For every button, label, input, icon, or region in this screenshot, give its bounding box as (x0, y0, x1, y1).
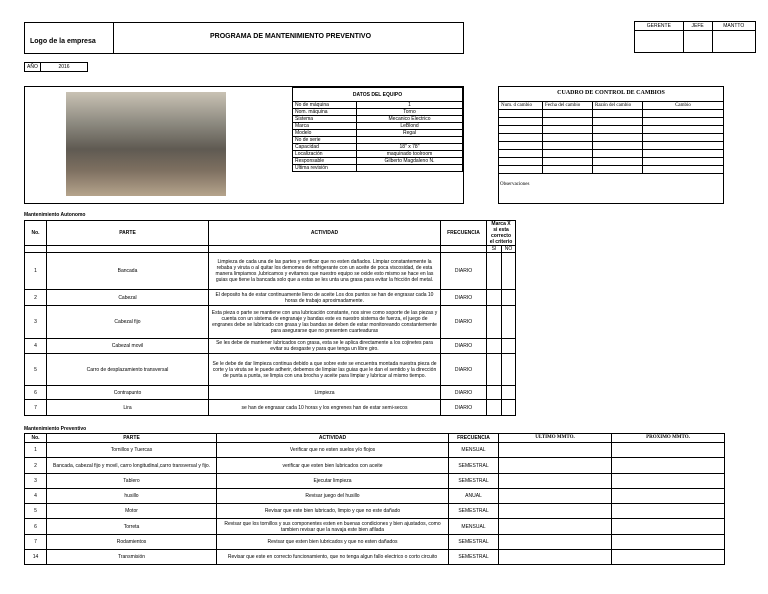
next-maintenance-cell[interactable] (612, 489, 725, 504)
changes-cell[interactable] (499, 166, 543, 174)
changes-header-num: Num. d cambio (499, 102, 543, 110)
table-row-number: 4 (25, 339, 47, 354)
changes-cell[interactable] (593, 134, 643, 142)
table-row-number: 2 (25, 458, 47, 474)
changes-cell[interactable] (593, 110, 643, 118)
table-row-frequency: SEMESTRAL (449, 504, 499, 519)
preventive-header-next: PROXIMO MMTO. (612, 434, 725, 443)
equipment-value: 1 (357, 102, 463, 109)
checkbox-no[interactable] (502, 253, 516, 290)
changes-title: CUADRO DE CONTROL DE CAMBIOS (557, 90, 665, 96)
checkbox-yes[interactable] (487, 386, 502, 400)
table-row-frequency: DIARIO (441, 386, 487, 400)
table-row-activity: Revisar que este en correcto funcionamiento, que no tenga algun fallo electrico o corto circuito (217, 550, 449, 565)
year-label: AÑO (25, 63, 41, 72)
signature-cell[interactable] (683, 31, 712, 53)
table-row-activity: Revisar juego del husillo (217, 489, 449, 504)
autonomous-header-yes: SI (487, 246, 502, 253)
changes-cell[interactable] (543, 150, 593, 158)
checkbox-yes[interactable] (487, 253, 502, 290)
table-row-part: Motor (47, 504, 217, 519)
changes-cell[interactable] (499, 118, 543, 126)
equipment-label: Nom. máquina (293, 109, 357, 116)
table-row-frequency: ANUAL (449, 489, 499, 504)
changes-cell[interactable] (643, 126, 724, 134)
table-row-frequency: MENSUAL (449, 443, 499, 458)
signature-cell[interactable] (635, 31, 684, 53)
equipment-value: maquinado toolroom (357, 151, 463, 158)
checkbox-yes[interactable] (487, 400, 502, 416)
changes-cell[interactable] (499, 134, 543, 142)
checkbox-yes[interactable] (487, 306, 502, 339)
year-table (24, 62, 88, 72)
equipment-label: Ultima revisión (293, 165, 357, 172)
checkbox-no[interactable] (502, 306, 516, 339)
next-maintenance-cell[interactable] (612, 443, 725, 458)
changes-cell[interactable] (499, 150, 543, 158)
table-row-frequency: SEMESTRAL (449, 535, 499, 550)
equipment-label: Localización (293, 151, 357, 158)
table-row-frequency: MENSUAL (449, 519, 499, 535)
table-row-number: 3 (25, 474, 47, 489)
signature-cell[interactable] (712, 31, 756, 53)
changes-cell[interactable] (543, 126, 593, 134)
checkbox-no[interactable] (502, 339, 516, 354)
last-maintenance-cell[interactable] (499, 519, 612, 535)
table-row-activity: se han de engrasar cada 10 horas y los engrenes han de estar semi-secos (209, 400, 441, 416)
table-row-number: 2 (25, 290, 47, 306)
autonomous-section-title: Mantenimiento Autonomo (24, 212, 86, 218)
checkbox-yes[interactable] (487, 354, 502, 386)
changes-cell[interactable] (593, 158, 643, 166)
table-row-part: Lira (47, 400, 209, 416)
table-row-activity: El deposito ha de estar continuamente lleno de aceite Los dos puntos se han de engrasar cada 10 horas de trabajo aproximadamente. (209, 290, 441, 306)
next-maintenance-cell[interactable] (612, 519, 725, 535)
table-row-activity: Limpieza (209, 386, 441, 400)
preventive-header-part: PARTE (47, 434, 217, 443)
checkbox-no[interactable] (502, 354, 516, 386)
program-title: PROGRAMA DE MANTENIMIENTO PREVENTIVO (210, 33, 372, 40)
last-maintenance-cell[interactable] (499, 474, 612, 489)
last-maintenance-cell[interactable] (499, 504, 612, 519)
preventive-header-no: No. (25, 434, 47, 443)
logo-label: Logo de la empresa (30, 38, 96, 45)
changes-cell[interactable] (643, 118, 724, 126)
autonomous-header-part: PARTE (47, 221, 209, 246)
equipment-value: LeBlond (357, 123, 463, 130)
changes-cell[interactable] (543, 134, 593, 142)
table-row-frequency: SEMESTRAL (449, 474, 499, 489)
autonomous-header-no-col: NO (502, 246, 516, 253)
table-row-activity: Se les debe de mantener lubricados con grasa, esta se le aplica directamente a los cojinetes para evitar su desgaste y para que tenga un libre giro. (209, 339, 441, 354)
equipment-value: Regal (357, 130, 463, 137)
table-row-frequency: DIARIO (441, 400, 487, 416)
changes-table (498, 101, 724, 174)
machine-photo (66, 92, 226, 196)
table-row-number: 5 (25, 354, 47, 386)
equipment-title: DATOS DEL EQUIPO (293, 88, 463, 102)
signature-jefe: JEFE (683, 22, 712, 31)
last-maintenance-cell[interactable] (499, 443, 612, 458)
changes-cell[interactable] (499, 110, 543, 118)
table-row-activity: Limpieza de cada una de las partes y verificar que no esten dañados. Limpiar constantemente la rebaba y viruta o al quitar los demomes de refrigerante con un aceite de poca viscosidad, de esta manera limpiamos ,lubricamos y evitamos que nuestro equipo se oxide esto mismo se hace en las guias que tiene la bancada solo que a estas se les unta una grasa para evitar la fricción del metal. (209, 253, 441, 290)
last-maintenance-cell[interactable] (499, 535, 612, 550)
changes-cell[interactable] (499, 126, 543, 134)
preventive-header-last: ULTIMO MMTO. (499, 434, 612, 443)
next-maintenance-cell[interactable] (612, 474, 725, 489)
last-maintenance-cell[interactable] (499, 550, 612, 565)
changes-header-reason: Razón del cambio (593, 102, 643, 110)
table-row-number: 5 (25, 504, 47, 519)
equipment-value (357, 137, 463, 144)
changes-cell[interactable] (499, 142, 543, 150)
changes-cell[interactable] (643, 134, 724, 142)
table-row-number: 3 (25, 306, 47, 339)
changes-header-change: Cambio (643, 102, 724, 110)
next-maintenance-cell[interactable] (612, 504, 725, 519)
equipment-label: Sistema (293, 116, 357, 123)
changes-cell[interactable] (643, 166, 724, 174)
next-maintenance-cell[interactable] (612, 550, 725, 565)
changes-cell[interactable] (593, 118, 643, 126)
checkbox-no[interactable] (502, 290, 516, 306)
equipment-label: No de serie (293, 137, 357, 144)
changes-cell[interactable] (543, 142, 593, 150)
table-row-number: 4 (25, 489, 47, 504)
table-row-number: 1 (25, 443, 47, 458)
equipment-value: 18" x 78" (357, 144, 463, 151)
checkbox-no[interactable] (502, 386, 516, 400)
checkbox-yes[interactable] (487, 339, 502, 354)
checkbox-no[interactable] (502, 400, 516, 416)
equipment-value: Mecanico Electrico (357, 116, 463, 123)
changes-cell[interactable] (543, 118, 593, 126)
signature-mantto: MANTTO (712, 22, 756, 31)
changes-cell[interactable] (593, 142, 643, 150)
table-row-frequency: DIARIO (441, 339, 487, 354)
changes-cell[interactable] (593, 150, 643, 158)
table-row-activity: Revisar que este bien lubricado, limpio y que no este dañado (217, 504, 449, 519)
table-row-part: Bancada (47, 253, 209, 290)
preventive-header-activity: ACTIVIDAD (217, 434, 449, 443)
last-maintenance-cell[interactable] (499, 458, 612, 474)
preventive-table (24, 433, 725, 565)
table-row-number: 6 (25, 386, 47, 400)
table-row-number: 6 (25, 519, 47, 535)
next-maintenance-cell[interactable] (612, 458, 725, 474)
table-row-number: 1 (25, 253, 47, 290)
autonomous-header-no: No. (25, 221, 47, 246)
changes-cell[interactable] (593, 166, 643, 174)
table-row-frequency: DIARIO (441, 354, 487, 386)
table-row-number: 14 (25, 550, 47, 565)
last-maintenance-cell[interactable] (499, 489, 612, 504)
autonomous-header-frequency: FRECUENCIA (441, 221, 487, 246)
table-row-part: Tornillos y Tuercas (47, 443, 217, 458)
table-row-activity: Revisar que los tornillos y sus componentes esten en buenas condiciones y bien ajustados, como tambien revisar que la navaja este bien afilada (217, 519, 449, 535)
changes-header-date: Fecha del cambio (543, 102, 593, 110)
table-row-frequency: SEMESTRAL (449, 458, 499, 474)
changes-cell[interactable] (593, 126, 643, 134)
table-row-activity: Revisar que esten bien lubricados y que no esten dañados (217, 535, 449, 550)
equipment-value (357, 165, 463, 172)
autonomous-header-activity: ACTIVIDAD (209, 221, 441, 246)
table-row-activity: Se le debe de dar limpieza continua debido a que sobre este se encuentra montada nuestra pieza de corte y la viruta se le puede adherir, debemos de limpiar las guias que le dan el sentido y la dirección de punta a punta, se limpia con una brocha y aceite para limpiar y lubricar al mismo tiempo. (209, 354, 441, 386)
table-row-part: Tablero (47, 474, 217, 489)
changes-cell[interactable] (643, 110, 724, 118)
table-row-part: Contrapunto (47, 386, 209, 400)
table-row-frequency: DIARIO (441, 306, 487, 339)
table-row-part: Torreta (47, 519, 217, 535)
table-row-part: Bancada, cabezal fijo y movil, carro longitudinal,carro transversal y fijo. (47, 458, 217, 474)
equipment-label: Marca (293, 123, 357, 130)
changes-cell[interactable] (643, 158, 724, 166)
table-row-part: Cabezal movil (47, 339, 209, 354)
table-row-part: Cabezal (47, 290, 209, 306)
equipment-label: No de máquina (293, 102, 357, 109)
equipment-value: Torno (357, 109, 463, 116)
changes-cell[interactable] (543, 166, 593, 174)
table-row-activity: Verificar que no esten suelos y/o flojos (217, 443, 449, 458)
changes-cell[interactable] (643, 150, 724, 158)
table-row-part: Carro de desplazamiento transversal (47, 354, 209, 386)
table-row-part: Cabezal fijo (47, 306, 209, 339)
checkbox-yes[interactable] (487, 290, 502, 306)
autonomous-table (24, 220, 516, 416)
table-row-number: 7 (25, 535, 47, 550)
autonomous-header-criteria: Marca X si esta correcto el criterio (487, 221, 516, 246)
equipment-label: Capacidad (293, 144, 357, 151)
next-maintenance-cell[interactable] (612, 535, 725, 550)
preventive-header-frequency: FRECUENCIA (449, 434, 499, 443)
changes-cell[interactable] (499, 158, 543, 166)
table-row-number: 7 (25, 400, 47, 416)
equipment-label: Modelo (293, 130, 357, 137)
equipment-table (292, 87, 463, 172)
year-value[interactable]: 2016 (41, 63, 88, 72)
table-row-frequency: DIARIO (441, 253, 487, 290)
signature-gerente: GERENTE (635, 22, 684, 31)
signature-table (634, 21, 756, 53)
changes-cell[interactable] (643, 142, 724, 150)
preventive-section-title: Mantenimiento Preventivo (24, 426, 87, 432)
equipment-value: Gilberto Magdaleno N. (357, 158, 463, 165)
table-row-part: Transmisión (47, 550, 217, 565)
table-row-part: husillo (47, 489, 217, 504)
observations-label: Observaciones (500, 182, 530, 187)
changes-cell[interactable] (543, 110, 593, 118)
table-row-activity: verificar que esten bien lubricados con aceite (217, 458, 449, 474)
table-row-part: Rodamientos (47, 535, 217, 550)
equipment-label: Responsable (293, 158, 357, 165)
table-row-frequency: DIARIO (441, 290, 487, 306)
table-row-activity: Ejecutar limpieza (217, 474, 449, 489)
table-row-activity: Esta pieza o parte se mantiene con una lubricación constante, nos sirve como soporte de las piezas y cuenta con un sistema de engranaje y bandas este es nuestro sistema de fuerza, el juego de engranes debe se lubricado con grasa y las bandas se deben de estar monitoreando constantemente para asegurarse que no presenten cuarteaduras (209, 306, 441, 339)
changes-cell[interactable] (543, 158, 593, 166)
table-row-frequency: SEMESTRAL (449, 550, 499, 565)
